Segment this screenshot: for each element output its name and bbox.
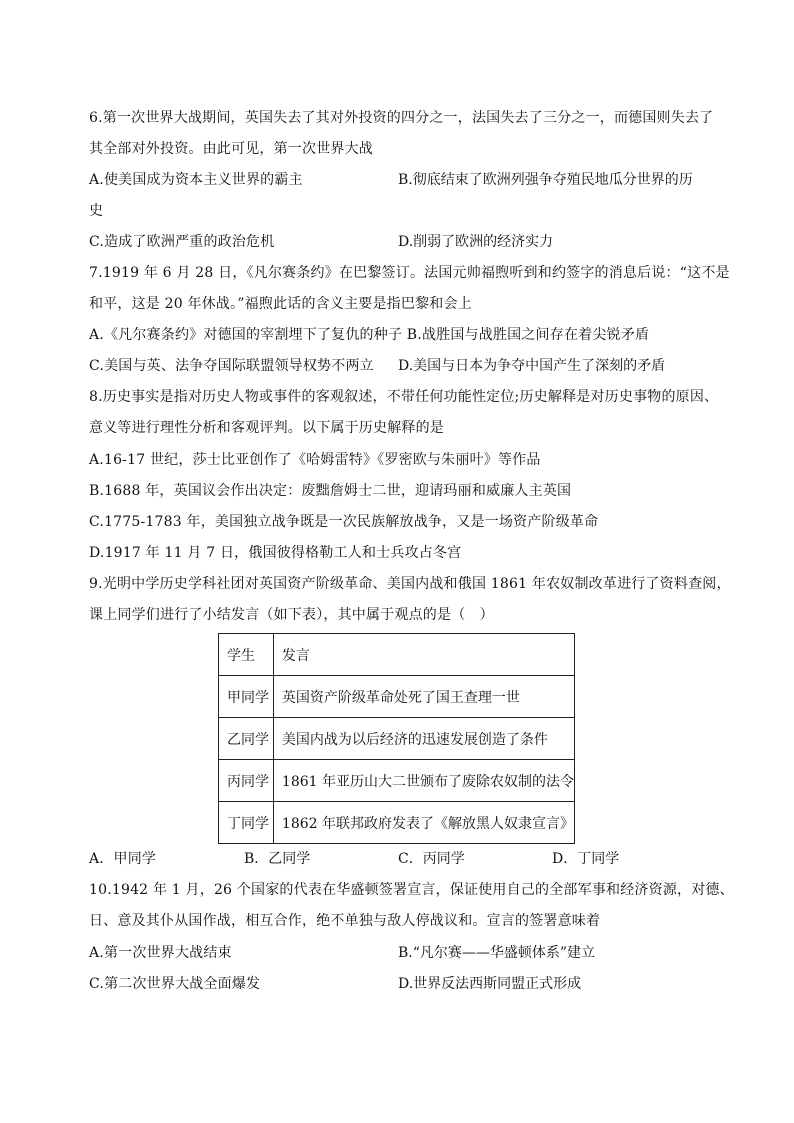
table-cell-statement: 1861 年亚历山大二世颁布了废除农奴制的法令 — [273, 760, 574, 802]
q10-option-a: A.第一次世界大战结束 — [89, 945, 232, 961]
q9-stem-line2: 课上同学们进行了小结发言（如下表），其中属于观点的是（ ） — [89, 607, 494, 623]
table-cell-statement: 美国内战为以后经济的迅速发展创造了条件 — [273, 718, 574, 760]
q8-option-c: C.1775-1783 年，美国独立战争既是一次民族解放战争，又是一场资产阶级革命 — [89, 514, 599, 530]
q9-option-d: D．丁同学 — [552, 851, 620, 867]
q7-options-ab: A.《凡尔赛条约》对德国的宰割埋下了复仇的种子 B.战胜国与战胜国之间存在着尖锐矛盾 — [89, 327, 650, 343]
q10-stem-line1: 10.1942 年 1 月，26 个国家的代表在华盛顿签署宣言，保证使用自己的全部军事和经济资源，对德、 — [89, 882, 734, 898]
q6-option-c: C.造成了欧洲严重的政治危机 — [89, 234, 275, 250]
q8-option-a: A.16-17 世纪，莎士比亚创作了《哈姆雷特》《罗密欧与朱丽叶》等作品 — [89, 452, 541, 468]
table-row — [219, 676, 575, 718]
q10-stem-line2: 日、意及其仆从国作战，相互合作，绝不单独与敌人停战议和。宣言的签署意味着 — [89, 913, 601, 929]
table-cell-student: 丙同学 — [219, 760, 274, 802]
table-header-cell: 发言 — [273, 634, 574, 676]
q9-option-b: B．乙同学 — [244, 851, 311, 867]
q7-option-d: D.美国与日本为争夺中国产生了深刻的矛盾 — [398, 358, 666, 374]
q8-option-b: B.1688 年，英国议会作出决定：废黜詹姆士二世，迎请玛丽和威廉人主英国 — [89, 483, 572, 499]
q6-option-a: A.使美国成为资本主义世界的霸主 — [89, 172, 303, 188]
q7-option-c: C.美国与英、法争夺国际联盟领导权势不两立 — [89, 358, 374, 374]
q7-stem-line2: 和平，这是 20 年休战。”福煦此话的含义主要是指巴黎和会上 — [89, 296, 472, 312]
table-cell-student: 丁同学 — [219, 802, 274, 844]
q9-statement-table — [218, 633, 575, 844]
q10-option-b: B.“凡尔赛——华盛顿体系”建立 — [398, 945, 596, 961]
q6-option-b-cont: 史 — [89, 203, 104, 219]
q8-stem-line2: 意义等进行理性分析和客观评判。以下属于历史解释的是 — [89, 420, 444, 436]
q9-stem-line1: 9.光明中学历史学科社团对英国资产阶级革命、美国内战和俄国 1861 年农奴制改革进行了资料查阅， — [89, 576, 731, 592]
table-cell-statement: 1862 年联邦政府发表了《解放黑人奴隶宣言》 — [273, 802, 574, 844]
q10-option-c: C.第二次世界大战全面爆发 — [89, 976, 261, 992]
q9-option-c: C．丙同学 — [398, 851, 465, 867]
table-header-row — [219, 634, 575, 676]
q8-option-d: D.1917 年 11 月 7 日，俄国彼得格勒工人和士兵攻占冬宫 — [89, 545, 462, 561]
q6-stem-line1: 6.第一次世界大战期间，英国失去了其对外投资的四分之一，法国失去了三分之一，而德国则失去了 — [89, 110, 714, 126]
table-row — [219, 760, 575, 802]
q7-stem-line1: 7.1919 年 6 月 28 日，《凡尔赛条约》在巴黎签订。法国元帅福煦听到和约签字的消息后说：“这不是 — [89, 265, 730, 281]
table-cell-student: 乙同学 — [219, 718, 274, 760]
table-header-cell: 学生 — [219, 634, 274, 676]
q10-option-d: D.世界反法西斯同盟正式形成 — [398, 976, 582, 992]
q6-option-d: D.削弱了欧洲的经济实力 — [398, 234, 554, 250]
table-row — [219, 718, 575, 760]
table-cell-student: 甲同学 — [219, 676, 274, 718]
q6-stem-line2: 其全部对外投资。由此可见，第一次世界大战 — [89, 141, 373, 157]
table-cell-statement: 英国资产阶级革命处死了国王查理一世 — [273, 676, 574, 718]
q6-option-b: B.彻底结束了欧洲列强争夺殖民地瓜分世界的历 — [398, 172, 693, 188]
q9-option-a: A．甲同学 — [89, 851, 157, 867]
q8-stem-line1: 8.历史事实是指对历史人物或事件的客观叙述，不带任何功能性定位;历史解释是对历史事物的原因、 — [89, 389, 719, 405]
table-row — [219, 802, 575, 844]
